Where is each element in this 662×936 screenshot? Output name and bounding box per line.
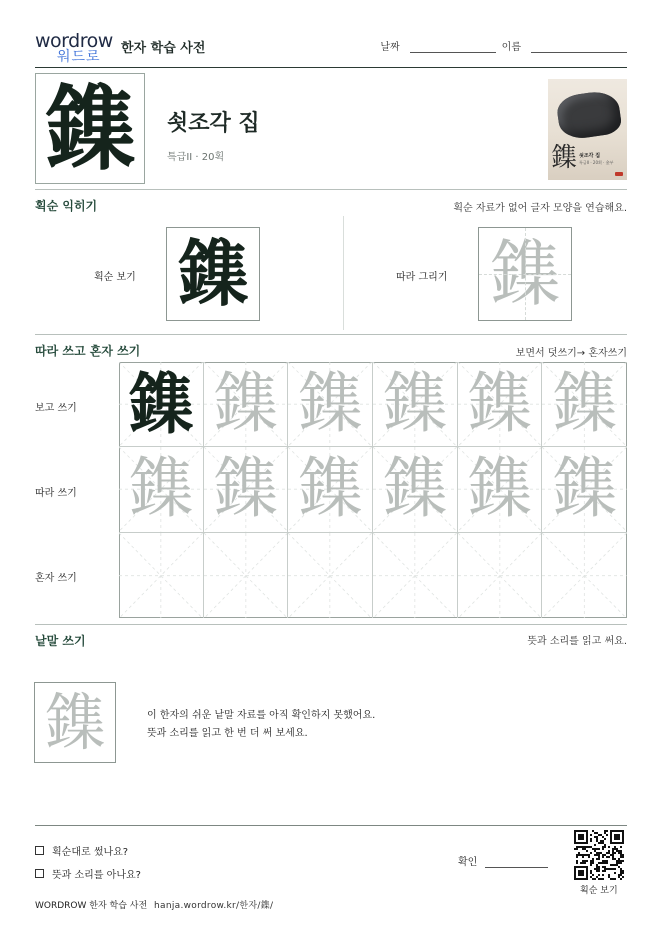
checkbox[interactable]	[35, 869, 44, 878]
checklist-item-meaning-sound[interactable]	[35, 866, 141, 881]
name-label: 이름	[501, 42, 521, 53]
practice-cell[interactable]	[458, 447, 543, 532]
checklist-label: 획순대로 썼나요?	[52, 847, 129, 858]
date-name-fields	[380, 38, 627, 53]
trace-character: 鏶	[381, 450, 448, 528]
practice-cell[interactable]	[288, 533, 373, 618]
stroke-section-title: 획순 익히기	[35, 199, 98, 213]
photo-caption-title: 쇳조각 집	[579, 153, 601, 159]
header-divider	[35, 67, 627, 68]
confirm-label: 확인	[458, 857, 478, 868]
qr-label: 획순 보기	[580, 886, 618, 896]
date-blank[interactable]	[410, 43, 496, 53]
checkbox[interactable]	[35, 846, 44, 855]
practice-cell[interactable]	[119, 447, 204, 532]
practice-cell[interactable]	[119, 533, 204, 618]
metal-chunk-image	[555, 89, 623, 141]
row-label-trace-write: 따라 쓰기	[35, 488, 77, 499]
practice-cell[interactable]	[542, 362, 627, 447]
footer-divider	[35, 825, 627, 826]
grade-strokes: 특급II · 20획	[167, 152, 225, 163]
qr-code-icon[interactable]	[574, 830, 624, 880]
confirm-field	[458, 853, 548, 868]
practice-cell[interactable]	[373, 533, 458, 618]
trace-character: 鏶	[212, 450, 279, 528]
word-message	[147, 707, 375, 743]
practice-cell[interactable]	[373, 362, 458, 447]
trace-character: 鏶	[297, 365, 364, 443]
trace-character: 鏶	[127, 450, 194, 528]
guide-lines	[204, 533, 288, 618]
row-label-alone-write: 혼자 쓰기	[35, 573, 77, 584]
main-character-box	[35, 73, 145, 184]
photo-tag	[615, 172, 623, 176]
practice-cell[interactable]	[204, 362, 289, 447]
stroke-view-label: 획순 보기	[94, 272, 136, 283]
main-character: 鏶	[43, 74, 136, 183]
practice-section-note: 보면서 덧쓰기→ 혼자쓰기	[515, 348, 627, 359]
photo-character: 鏶	[551, 143, 578, 173]
guide-line-vertical	[525, 228, 526, 320]
stroke-section-note: 획순 자료가 없어 글자 모양을 연습해요.	[453, 203, 627, 214]
guide-lines	[542, 533, 627, 618]
name-blank[interactable]	[531, 43, 627, 53]
divider	[35, 334, 627, 335]
practice-cell[interactable]	[458, 362, 543, 447]
guide-lines	[119, 533, 203, 618]
trace-character: 鏶	[297, 450, 364, 528]
trace-character: 鏶	[488, 232, 561, 316]
word-character: 鏶	[43, 685, 106, 759]
practice-cell[interactable]	[373, 447, 458, 532]
trace-box[interactable]	[478, 227, 572, 321]
photo-caption-sub: 특급II · 20획 · 金부	[579, 160, 614, 165]
practice-grid	[119, 362, 627, 618]
word-section-title: 낱말 쓰기	[35, 634, 86, 648]
divider	[35, 624, 627, 625]
logo-korean: 워드로	[57, 49, 101, 65]
footer-url[interactable]: hanja.wordrow.kr/한자/鏶/	[154, 901, 274, 911]
practice-cell[interactable]	[458, 533, 543, 618]
divider	[35, 189, 627, 190]
word-character-box	[34, 682, 116, 763]
word-message-line-1: 이 한자의 쉬운 낱말 자료를 아직 확인하지 못했어요.	[147, 710, 376, 721]
word-message-line-2: 뜻과 소리를 읽고 한 번 더 써 보세요.	[147, 728, 308, 739]
trace-character: 鏶	[466, 450, 533, 528]
confirm-blank[interactable]	[485, 858, 548, 868]
row-label-look-write: 보고 쓰기	[35, 403, 77, 414]
character-photo	[548, 79, 627, 180]
word-section-note: 뜻과 소리를 읽고 써요.	[527, 636, 627, 647]
date-label: 날짜	[380, 42, 400, 53]
practice-cell[interactable]	[288, 362, 373, 447]
practice-cell[interactable]	[288, 447, 373, 532]
footer-brand: WORDROW 한자 학습 사전	[35, 901, 148, 911]
app-title: 한자 학습 사전	[121, 41, 206, 56]
wordrow-logo[interactable]	[35, 30, 113, 65]
stroke-view-character: 鏶	[176, 231, 249, 316]
practice-cell[interactable]	[204, 447, 289, 532]
trace-character: 鏶	[381, 365, 448, 443]
checklist-label: 뜻과 소리를 아나요?	[52, 870, 141, 881]
practice-cell[interactable]	[204, 533, 289, 618]
guide-lines	[458, 533, 542, 618]
model-character: 鏶	[127, 365, 194, 444]
meaning-sound: 쇳조각 집	[167, 111, 260, 136]
stroke-divider	[343, 216, 344, 330]
photo-caption	[579, 153, 614, 166]
trace-character: 鏶	[551, 365, 618, 443]
practice-cell[interactable]	[542, 447, 627, 532]
trace-character: 鏶	[466, 365, 533, 443]
stroke-view-box	[166, 227, 260, 321]
checklist-item-stroke-order[interactable]	[35, 843, 128, 858]
trace-label: 따라 그리기	[396, 272, 448, 283]
guide-lines	[373, 533, 457, 618]
practice-cell[interactable]	[119, 362, 204, 447]
guide-lines	[288, 533, 372, 618]
practice-cell[interactable]	[542, 533, 627, 618]
logo-wordmark: wordrow	[35, 30, 113, 52]
practice-section-title: 따라 쓰고 혼자 쓰기	[35, 344, 141, 358]
trace-character: 鏶	[212, 365, 279, 443]
trace-character: 鏶	[551, 450, 618, 528]
header	[35, 28, 627, 68]
